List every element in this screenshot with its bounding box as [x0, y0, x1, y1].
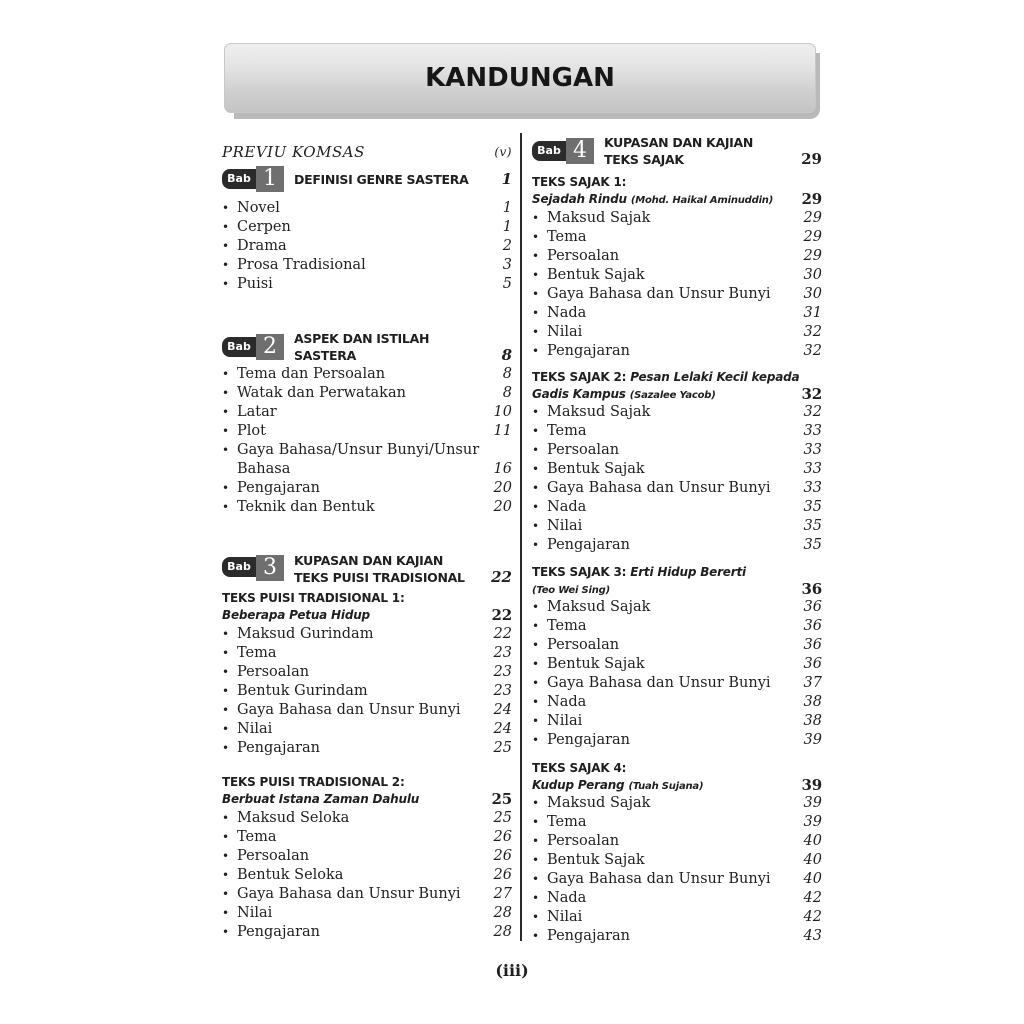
bullet-icon: • [222, 684, 230, 698]
toc-entry[interactable] [222, 384, 512, 403]
toc-entry[interactable] [222, 237, 512, 256]
toc-entry-label: Maksud Seloka [237, 810, 350, 826]
bullet-icon: • [222, 722, 230, 736]
toc-entry-label: Gaya Bahasa/Unsur Bunyi/Unsur [237, 442, 480, 458]
bullet-icon: • [222, 443, 230, 457]
toc-entry[interactable] [532, 908, 822, 927]
bullet-icon: • [222, 258, 230, 272]
toc-entry[interactable] [532, 460, 822, 479]
toc-entry-page: 8 [502, 366, 512, 382]
bullet-icon: • [532, 249, 540, 263]
bab-page: 8 [501, 346, 512, 364]
bullet-icon: • [532, 538, 540, 552]
bullet-icon: • [222, 627, 230, 641]
sajak-subtitle: Sejadah Rindu [532, 192, 627, 206]
sajak-subtitle: Kudup Perang [532, 778, 625, 792]
toc-entry-label: Persoalan [547, 442, 620, 458]
toc-entry[interactable] [532, 441, 822, 460]
toc-entry-label: Nilai [547, 909, 583, 925]
toc-entry[interactable] [532, 851, 822, 870]
toc-entry-page: 40 [803, 833, 822, 849]
toc-entry-label: Cerpen [237, 219, 291, 235]
toc-entry[interactable] [222, 720, 512, 739]
toc-entry-page: 11 [493, 423, 512, 439]
bullet-icon: • [532, 796, 540, 810]
sajak-page: 32 [801, 385, 822, 403]
toc-entry-label: Pengajaran [547, 928, 631, 944]
bullet-icon: • [532, 657, 540, 671]
bullet-icon: • [532, 872, 540, 886]
bab-2-heading[interactable] [222, 333, 512, 367]
toc-entry-page: 33 [803, 442, 822, 458]
toc-entry-page: 32 [803, 324, 822, 340]
toc-entry-page: 30 [803, 267, 822, 283]
toc-entry-label: Pengajaran [237, 480, 321, 496]
sajak-subtitle-line-2: Gadis Kampus [532, 387, 626, 401]
teks-page: 25 [491, 790, 512, 808]
page-title: KANDUNGAN [425, 63, 615, 93]
toc-entry-label: Puisi [237, 276, 273, 292]
sajak-heading[interactable] [532, 564, 822, 599]
bullet-icon: • [532, 834, 540, 848]
toc-entry-label: Maksud Sajak [547, 210, 651, 226]
bab-page: 22 [491, 568, 512, 586]
toc-entry-label: Gaya Bahasa dan Unsur Bunyi [237, 702, 461, 718]
bullet-icon: • [532, 619, 540, 633]
bab-page: 1 [501, 170, 512, 188]
toc-entry-label: Nilai [547, 324, 583, 340]
toc-entry-page: 28 [493, 924, 512, 940]
toc-entry[interactable] [532, 693, 822, 712]
toc-entry-label: Pengajaran [237, 924, 321, 940]
toc-entry-page: 32 [803, 404, 822, 420]
sajak-subtitle: Erti Hidup Bererti [630, 565, 746, 579]
sajak-author: (Sazalee Yacob) [629, 390, 716, 401]
previu-label: PREVIU KOMSAS [222, 143, 365, 161]
bab-3-heading[interactable] [222, 553, 512, 590]
toc-entry-label: Tema dan Persoalan [237, 366, 386, 382]
toc-entry-label: Persoalan [237, 848, 310, 864]
toc-entry-page: 25 [493, 740, 512, 756]
bab-number: 4 [566, 138, 594, 164]
toc-entry[interactable] [532, 813, 822, 832]
toc-entry[interactable] [222, 422, 512, 441]
bullet-icon: • [222, 703, 230, 717]
toc-entry-label: Bentuk Sajak [547, 656, 645, 672]
bullet-icon: • [222, 239, 230, 253]
bullet-icon: • [532, 500, 540, 514]
toc-entry-label: Gaya Bahasa dan Unsur Bunyi [547, 675, 771, 691]
toc-entry-page: 29 [803, 229, 822, 245]
sajak-page: 29 [801, 190, 822, 208]
column-divider [520, 133, 522, 941]
toc-entry-page: 33 [803, 461, 822, 477]
toc-entry[interactable] [532, 598, 822, 617]
bullet-icon: • [532, 287, 540, 301]
previu-entry[interactable] [222, 143, 512, 163]
bullet-icon: • [222, 887, 230, 901]
toc-entry-page: 42 [803, 890, 822, 906]
toc-entry[interactable] [222, 644, 512, 663]
toc-entry-label: Plot [237, 423, 266, 439]
sajak-heading-label: TEKS SAJAK 1: [532, 175, 627, 189]
toc-entry-page: 39 [803, 814, 822, 830]
toc-entry[interactable] [532, 927, 822, 946]
bab-title-line-1: KUPASAN DAN KAJIAN [604, 135, 754, 150]
toc-entry-page: 35 [803, 518, 822, 534]
toc-entry-label: Gaya Bahasa dan Unsur Bunyi [547, 480, 771, 496]
bullet-icon: • [222, 277, 230, 291]
bab-page: 29 [801, 150, 822, 168]
toc-entry[interactable] [222, 403, 512, 422]
toc-entry-label: Persoalan [547, 248, 620, 264]
toc-entry[interactable] [532, 479, 822, 498]
toc-entry[interactable] [222, 365, 512, 384]
bullet-icon: • [532, 815, 540, 829]
toc-entry-page: 38 [803, 694, 822, 710]
bullet-icon: • [222, 868, 230, 882]
toc-entry[interactable] [532, 498, 822, 517]
toc-entry-page: 5 [502, 276, 512, 292]
toc-entry-label: Maksud Gurindam [237, 626, 374, 642]
left-column [222, 0, 512, 1024]
bab-tag: Bab [222, 169, 256, 189]
toc-entry-page: 23 [493, 645, 512, 661]
toc-entry-page: 24 [493, 721, 512, 737]
bullet-icon: • [222, 665, 230, 679]
toc-entry-page: 40 [803, 852, 822, 868]
toc-entry-page: 16 [493, 461, 512, 477]
toc-entry[interactable] [222, 682, 512, 701]
toc-entry[interactable] [222, 866, 512, 885]
toc-entry[interactable] [222, 218, 512, 237]
toc-entry[interactable] [222, 885, 512, 904]
toc-entry-page: 8 [502, 385, 512, 401]
toc-entry-label: Nada [547, 694, 587, 710]
bullet-icon: • [532, 600, 540, 614]
toc-entry-page: 26 [493, 848, 512, 864]
bullet-icon: • [532, 344, 540, 358]
toc-entry-page: 35 [803, 537, 822, 553]
toc-entry[interactable] [532, 247, 822, 266]
bullet-icon: • [222, 906, 230, 920]
bullet-icon: • [532, 695, 540, 709]
toc-entry-page: 1 [502, 219, 512, 235]
toc-entry-label: Drama [237, 238, 287, 254]
bullet-icon: • [532, 519, 540, 533]
sajak-author: (Tuah Sujana) [628, 781, 704, 792]
right-column [532, 0, 822, 1024]
toc-entry-page: 39 [803, 732, 822, 748]
bullet-icon: • [222, 500, 230, 514]
teks-heading[interactable] [222, 774, 512, 808]
toc-entry[interactable] [222, 625, 512, 644]
bab-tag: Bab [532, 141, 566, 161]
bullet-icon: • [532, 268, 540, 282]
toc-entry-label: Maksud Sajak [547, 599, 651, 615]
toc-entry-page: 23 [493, 683, 512, 699]
toc-entry-page: 1 [502, 200, 512, 216]
teks-subtitle: Berbuat Istana Zaman Dahulu [222, 792, 420, 806]
sajak-heading[interactable] [532, 760, 822, 795]
toc-entry-label: Persoalan [547, 833, 620, 849]
bab-tag: Bab [222, 557, 256, 577]
toc-entry[interactable] [532, 712, 822, 731]
teks-subtitle: Beberapa Petua Hidup [222, 608, 370, 622]
bullet-icon: • [532, 733, 540, 747]
toc-entry[interactable] [532, 870, 822, 889]
bullet-icon: • [532, 853, 540, 867]
bullet-icon: • [532, 910, 540, 924]
toc-entry-label: Maksud Sajak [547, 795, 651, 811]
teks-heading[interactable] [222, 590, 512, 624]
toc-entry[interactable] [532, 794, 822, 813]
bullet-icon: • [222, 481, 230, 495]
toc-entry-page: 24 [493, 702, 512, 718]
bullet-icon: • [532, 405, 540, 419]
toc-entry[interactable] [532, 636, 822, 655]
toc-entry-page: 38 [803, 713, 822, 729]
toc-entry[interactable] [532, 617, 822, 636]
toc-entry-page: 43 [803, 928, 822, 944]
toc-entry-page: 22 [493, 626, 512, 642]
toc-entry-label: Pengajaran [547, 343, 631, 359]
bullet-icon: • [222, 925, 230, 939]
previu-page: (v) [494, 145, 512, 159]
toc-entry-page: 20 [493, 480, 512, 496]
toc-entry-label: Nada [547, 499, 587, 515]
toc-entry-page: 39 [803, 795, 822, 811]
bab-4-heading[interactable] [532, 137, 822, 171]
toc-entry-label: Watak dan Perwatakan [237, 385, 406, 401]
sajak-heading[interactable] [532, 369, 822, 404]
toc-entry-label: Tema [547, 229, 587, 245]
toc-entry-page: 33 [803, 423, 822, 439]
sajak-page: 39 [801, 776, 822, 794]
bullet-icon: • [532, 306, 540, 320]
sajak-heading-label: TEKS SAJAK 4: [532, 761, 627, 775]
toc-entry-page: 2 [502, 238, 512, 254]
sajak-author: (Teo Wei Sing) [532, 585, 610, 596]
bullet-icon: • [532, 211, 540, 225]
bullet-icon: • [532, 481, 540, 495]
toc-entry-label: Bentuk Sajak [547, 461, 645, 477]
toc-entry[interactable] [532, 674, 822, 693]
toc-entry-label: Persoalan [547, 637, 620, 653]
bullet-icon: • [532, 714, 540, 728]
toc-entry[interactable] [532, 536, 822, 555]
bullet-icon: • [532, 424, 540, 438]
toc-entry-page: 25 [493, 810, 512, 826]
toc-entry[interactable] [222, 199, 512, 218]
bullet-icon: • [222, 405, 230, 419]
bab-title-line-2: TEKS SAJAK [604, 152, 684, 167]
toc-entry[interactable] [222, 460, 512, 479]
toc-entry[interactable] [222, 847, 512, 866]
toc-entry-label: Pengajaran [547, 732, 631, 748]
toc-entry[interactable] [532, 209, 822, 228]
bab-title-line-1: KUPASAN DAN KAJIAN [294, 553, 444, 568]
bab-1-heading[interactable] [222, 166, 512, 192]
toc-entry[interactable] [532, 403, 822, 422]
bullet-icon: • [222, 386, 230, 400]
toc-entry-page: 10 [493, 404, 512, 420]
toc-entry[interactable] [532, 285, 822, 304]
bab-title-line-2: TEKS PUISI TRADISIONAL [294, 570, 465, 585]
toc-entry[interactable] [532, 323, 822, 342]
toc-entry[interactable] [222, 275, 512, 294]
toc-entry-page: 3 [502, 257, 512, 273]
toc-entry[interactable] [222, 479, 512, 498]
toc-entry-page: 36 [803, 618, 822, 634]
toc-entry[interactable] [532, 342, 822, 361]
bullet-icon: • [222, 741, 230, 755]
toc-entry-label: Maksud Sajak [547, 404, 651, 420]
sajak-subtitle: Pesan Lelaki Kecil kepada [630, 370, 800, 384]
bullet-icon: • [222, 201, 230, 215]
bullet-icon: • [532, 325, 540, 339]
toc-entry[interactable] [532, 832, 822, 851]
toc-entry-label: Bentuk Sajak [547, 852, 645, 868]
toc-entry[interactable] [222, 809, 512, 828]
toc-entry-page: 30 [803, 286, 822, 302]
toc-entry[interactable] [222, 739, 512, 758]
toc-entry[interactable] [532, 266, 822, 285]
bullet-icon: • [222, 424, 230, 438]
toc-entry-label: Prosa Tradisional [237, 257, 366, 273]
toc-entry-label: Bentuk Sajak [547, 267, 645, 283]
bullet-icon: • [222, 367, 230, 381]
bullet-icon: • [532, 929, 540, 943]
sajak-page: 36 [801, 580, 822, 598]
bullet-icon: • [532, 443, 540, 457]
toc-entry[interactable] [532, 731, 822, 750]
toc-entry-page: 36 [803, 637, 822, 653]
toc-entry-page: 37 [803, 675, 822, 691]
bab-number: 1 [256, 166, 284, 192]
toc-entry-page: 23 [493, 664, 512, 680]
toc-entry-page: 27 [493, 886, 512, 902]
toc-entry-label: Tema [547, 814, 587, 830]
toc-entry-label: Tema [547, 423, 587, 439]
toc-entry-label: Bentuk Seloka [237, 867, 344, 883]
toc-entry-page: 36 [803, 599, 822, 615]
bullet-icon: • [222, 220, 230, 234]
toc-entry[interactable] [532, 228, 822, 247]
bullet-icon: • [222, 849, 230, 863]
toc-entry-label: Nilai [237, 721, 273, 737]
toc-entry-label: Pengajaran [237, 740, 321, 756]
toc-entry-page: 35 [803, 499, 822, 515]
toc-entry-page: 33 [803, 480, 822, 496]
toc-entry[interactable] [222, 828, 512, 847]
bab-number: 3 [256, 555, 284, 581]
bullet-icon: • [222, 830, 230, 844]
toc-entry-label: Bahasa [237, 461, 291, 477]
toc-entry-page: 26 [493, 829, 512, 845]
toc-entry-label: Gaya Bahasa dan Unsur Bunyi [547, 871, 771, 887]
toc-entry-label: Tema [547, 618, 587, 634]
bab-title-line-1: ASPEK DAN ISTILAH [294, 331, 430, 346]
bab-title-line-2: SASTERA [294, 348, 356, 363]
toc-entry-page: 29 [803, 248, 822, 264]
teks-page: 22 [491, 606, 512, 624]
toc-entry-label: Novel [237, 200, 280, 216]
teks-heading-label: TEKS PUISI TRADISIONAL 1: [222, 591, 405, 605]
toc-entry-page: 36 [803, 656, 822, 672]
toc-entry-page: 40 [803, 871, 822, 887]
bullet-icon: • [222, 811, 230, 825]
toc-entry-label: Latar [237, 404, 277, 420]
toc-entry-page: 28 [493, 905, 512, 921]
toc-entry[interactable] [222, 923, 512, 942]
toc-entry[interactable] [222, 663, 512, 682]
toc-entry-label: Persoalan [237, 664, 310, 680]
toc-entry-label: Teknik dan Bentuk [237, 499, 375, 515]
toc-entry[interactable] [222, 904, 512, 923]
sajak-heading-label: TEKS SAJAK 3: [532, 565, 627, 579]
toc-entry-label: Nada [547, 305, 587, 321]
toc-entry-label: Nada [547, 890, 587, 906]
toc-entry[interactable] [222, 498, 512, 517]
toc-entry-label: Nilai [237, 905, 273, 921]
toc-entry[interactable] [222, 441, 512, 460]
toc-entry-label: Nilai [547, 713, 583, 729]
page-number: (iii) [495, 961, 529, 980]
sajak-author: (Mohd. Haikal Aminuddin) [630, 195, 774, 206]
toc-entry-page: 42 [803, 909, 822, 925]
toc-entry-page: 29 [803, 210, 822, 226]
toc-entry-label: Tema [237, 645, 277, 661]
bab-tag: Bab [222, 337, 256, 357]
bullet-icon: • [532, 676, 540, 690]
toc-entry[interactable] [222, 701, 512, 720]
bullet-icon: • [532, 891, 540, 905]
toc-entry-label: Gaya Bahasa dan Unsur Bunyi [237, 886, 461, 902]
toc-entry[interactable] [532, 517, 822, 536]
toc-entry-page: 31 [803, 305, 822, 321]
toc-entry-page: 20 [493, 499, 512, 515]
bullet-icon: • [532, 462, 540, 476]
toc-entry-label: Bentuk Gurindam [237, 683, 368, 699]
sajak-heading-label: TEKS SAJAK 2: [532, 370, 627, 384]
toc-entry-page: 26 [493, 867, 512, 883]
toc-entry-label: Tema [237, 829, 277, 845]
sajak-heading[interactable] [532, 174, 822, 209]
bab-number: 2 [256, 334, 284, 360]
teks-heading-label: TEKS PUISI TRADISIONAL 2: [222, 775, 405, 789]
toc-entry-page: 32 [803, 343, 822, 359]
toc-entry[interactable] [532, 304, 822, 323]
toc-entry-label: Nilai [547, 518, 583, 534]
toc-entry[interactable] [222, 256, 512, 275]
bullet-icon: • [532, 230, 540, 244]
toc-entry[interactable] [532, 655, 822, 674]
bab-title: DEFINISI GENRE SASTERA [294, 172, 469, 187]
toc-entry-label: Pengajaran [547, 537, 631, 553]
bullet-icon: • [222, 646, 230, 660]
toc-entry[interactable] [532, 889, 822, 908]
toc-entry-label: Gaya Bahasa dan Unsur Bunyi [547, 286, 771, 302]
toc-entry[interactable] [532, 422, 822, 441]
bullet-icon: • [532, 638, 540, 652]
